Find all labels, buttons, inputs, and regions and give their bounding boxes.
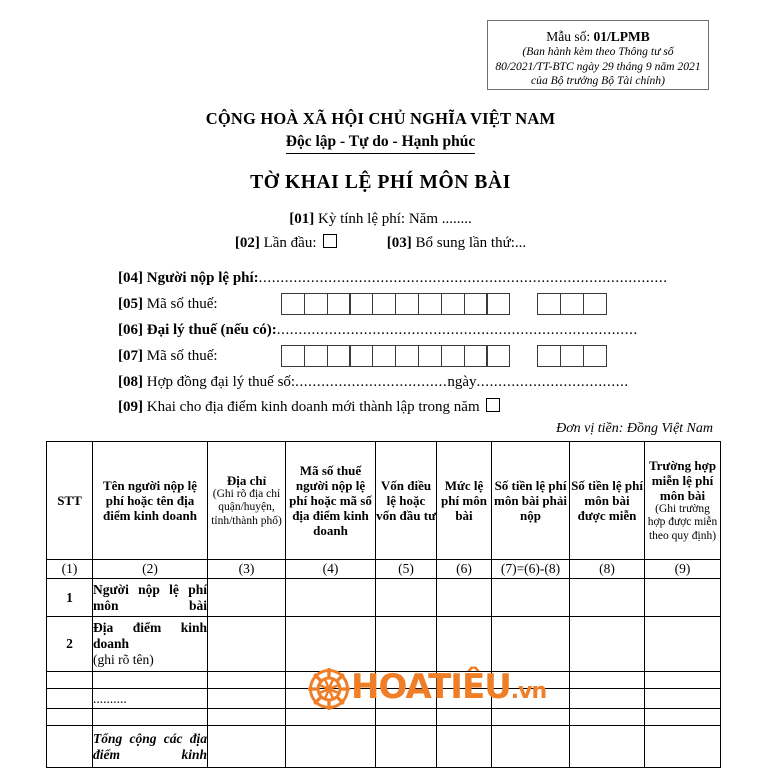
tax-code-cell[interactable]	[304, 345, 328, 367]
field-row-09	[118, 398, 500, 416]
tax-code-cell[interactable]	[486, 293, 510, 315]
field-tag-03: [03]	[386, 235, 412, 251]
cell-capital[interactable]	[376, 709, 437, 726]
field-tag-02: [02]	[234, 235, 260, 251]
field-label-07: Mã số thuế:	[146, 348, 218, 364]
tax-code-cell[interactable]	[583, 293, 607, 315]
tax-code-group-main[interactable]	[281, 345, 509, 367]
form-code-sub-line-3: của Bộ trưởng Bộ Tài chính)	[531, 74, 665, 87]
tax-code-group-main[interactable]	[281, 293, 509, 315]
cell-stt	[47, 689, 93, 709]
tax-code-cell[interactable]	[560, 293, 584, 315]
column-number: (9)	[645, 560, 721, 579]
cell-stt	[47, 709, 93, 726]
field-label-06: Đại lý thuế (nếu có):	[146, 322, 277, 338]
column-number: (6)	[437, 560, 492, 579]
cell-address[interactable]	[208, 689, 286, 709]
cell-amount-payable[interactable]	[492, 709, 570, 726]
cell-amount-payable[interactable]	[492, 689, 570, 709]
new-business-location-checkbox[interactable]	[486, 398, 500, 412]
currency-unit-note: Đơn vị tiền: Đồng Việt Nam	[556, 421, 713, 436]
tax-code-cell[interactable]	[349, 345, 373, 367]
cell-amount-payable[interactable]	[492, 726, 570, 768]
cell-capital[interactable]	[376, 617, 437, 672]
cell-text: Người nộp lệ phí môn bài	[93, 581, 207, 613]
cell-amount-exempt[interactable]	[570, 689, 645, 709]
field-value-08-number[interactable]: ...................................	[295, 374, 448, 390]
field-row-07	[118, 348, 218, 365]
tax-code-input-05[interactable]	[281, 293, 606, 315]
column-number: (4)	[286, 560, 376, 579]
declaration-type-line	[0, 234, 761, 252]
column-header-exemption-case	[645, 442, 721, 560]
tax-code-separator	[509, 345, 537, 367]
column-header-subtitle: (Ghi rõ địa chỉ quận/huyện, tỉnh/thành phố)	[211, 487, 282, 527]
cell-payer-name[interactable]	[93, 709, 208, 726]
field-row-08	[118, 374, 629, 391]
cell-amount-exempt[interactable]	[570, 726, 645, 768]
field-value-04[interactable]: ..............................................................................................	[258, 270, 668, 286]
page-title: TỜ KHAI LỆ PHÍ MÔN BÀI	[250, 172, 511, 193]
tax-code-cell[interactable]	[281, 293, 305, 315]
column-number: (3)	[208, 560, 286, 579]
cell-amount-exempt[interactable]	[570, 709, 645, 726]
cell-address[interactable]	[208, 709, 286, 726]
field-row-06	[118, 322, 638, 339]
cell-tax-code[interactable]	[286, 726, 376, 768]
cell-address[interactable]	[208, 579, 286, 617]
column-header-amount-exempt	[570, 442, 645, 560]
cell-fee-rate[interactable]	[437, 709, 492, 726]
cell-fee-rate[interactable]	[437, 689, 492, 709]
field-value-06[interactable]: ...................................................................................	[276, 322, 638, 338]
cell-exemption-case[interactable]	[645, 689, 721, 709]
tax-code-cell[interactable]	[327, 345, 351, 367]
cell-amount-exempt[interactable]	[570, 579, 645, 617]
cell-amount-payable[interactable]	[492, 579, 570, 617]
table-row[interactable]	[47, 579, 721, 617]
tax-code-cell[interactable]	[395, 293, 419, 315]
column-header-subtitle: (Ghi trường hợp được miễn theo quy định)	[647, 502, 718, 542]
field-label-08: Hợp đồng đại lý thuế số:	[146, 374, 296, 390]
table-row[interactable]	[47, 689, 721, 709]
table-row-total[interactable]	[47, 726, 721, 768]
cell-fee-rate[interactable]	[437, 672, 492, 689]
field-tag-04: [04]	[118, 270, 143, 286]
tax-code-cell[interactable]	[486, 345, 510, 367]
national-motto: Độc lập - Tự do - Hạnh phúc	[286, 131, 475, 154]
column-number: (2)	[93, 560, 208, 579]
column-header-title: Mức lệ phí môn bài	[441, 478, 487, 523]
first-time-checkbox[interactable]	[323, 234, 337, 248]
cell-amount-payable[interactable]	[492, 617, 570, 672]
cell-payer-name[interactable]	[93, 579, 208, 617]
column-header-amount-payable	[492, 442, 570, 560]
tax-code-cell[interactable]	[441, 293, 465, 315]
field-label-08-date: ngày	[447, 374, 477, 390]
form-code-sub-line-2: 80/2021/TT-BTC ngày 29 tháng 9 năm 2021	[495, 59, 701, 73]
tax-code-group-branch[interactable]	[537, 345, 605, 367]
cell-tax-code[interactable]	[286, 617, 376, 672]
country-name: CỘNG HOÀ XÃ HỘI CHỦ NGHĨA VIỆT NAM	[205, 109, 556, 128]
cell-capital[interactable]	[376, 672, 437, 689]
tax-period-line	[0, 211, 761, 228]
watermark-brand: HOATIÊU	[351, 666, 511, 707]
cell-address[interactable]	[208, 672, 286, 689]
cell-tax-code[interactable]	[286, 689, 376, 709]
tax-code-group-branch[interactable]	[537, 293, 605, 315]
field-row-05	[118, 296, 218, 313]
table-row[interactable]	[47, 709, 721, 726]
tax-code-cell[interactable]	[560, 345, 584, 367]
cell-tax-code[interactable]	[286, 579, 376, 617]
cell-stt	[47, 672, 93, 689]
column-header-title: Trường hợp miễn lệ phí môn bài	[648, 457, 717, 503]
field-tag-09: [09]	[118, 399, 143, 415]
field-label-01: Kỳ tính lệ phí: Năm ........	[318, 211, 472, 227]
national-heading	[0, 108, 761, 154]
form-code-box	[487, 20, 709, 90]
column-header-title: Địa chỉ	[226, 472, 267, 488]
cell-capital[interactable]	[376, 579, 437, 617]
cell-tax-code[interactable]	[286, 709, 376, 726]
column-header-title: Số tiền lệ phí môn bài được miễn	[571, 478, 643, 523]
field-tag-05: [05]	[118, 296, 143, 312]
column-header-stt	[47, 442, 93, 560]
tax-code-cell[interactable]	[537, 345, 561, 367]
cell-exemption-case[interactable]	[645, 709, 721, 726]
column-header-payer-name	[93, 442, 208, 560]
cell-payer-name[interactable]	[93, 672, 208, 689]
cell-address[interactable]	[208, 726, 286, 768]
cell-text: ..........	[93, 690, 127, 706]
field-tag-01: [01]	[289, 211, 315, 227]
cell-exemption-case[interactable]	[645, 617, 721, 672]
cell-payer-name[interactable]	[93, 689, 208, 709]
cell-note: (ghi rõ tên)	[93, 652, 154, 667]
tax-code-cell[interactable]	[327, 293, 351, 315]
tax-code-cell[interactable]	[464, 293, 488, 315]
cell-capital[interactable]	[376, 726, 437, 768]
tax-code-cell[interactable]	[418, 293, 442, 315]
column-header-capital	[376, 442, 437, 560]
cell-stt: 1	[47, 579, 93, 617]
column-header-title: STT	[57, 493, 82, 508]
cell-capital[interactable]	[376, 689, 437, 709]
tax-code-cell[interactable]	[372, 345, 396, 367]
column-number: (7)=(6)-(8)	[492, 560, 570, 579]
column-header-title: Mã số thuế người nộp lệ phí hoặc mã số địa điểm kinh doanh	[289, 463, 372, 538]
tax-code-cell[interactable]	[372, 293, 396, 315]
cell-amount-exempt[interactable]	[570, 672, 645, 689]
tax-code-cell[interactable]	[583, 345, 607, 367]
table-header-row	[47, 442, 721, 560]
field-label-02: Lần đầu:	[263, 235, 317, 251]
column-header-fee-rate	[437, 442, 492, 560]
cell-amount-payable[interactable]	[492, 672, 570, 689]
column-number: (1)	[47, 560, 93, 579]
table-row[interactable]	[47, 672, 721, 689]
cell-amount-exempt[interactable]	[570, 617, 645, 672]
field-tag-07: [07]	[118, 348, 143, 364]
table-row[interactable]	[47, 617, 721, 672]
tax-code-input-07[interactable]	[281, 345, 606, 367]
cell-payer-name[interactable]	[93, 617, 208, 672]
cell-fee-rate[interactable]	[437, 579, 492, 617]
table-column-number-row	[47, 560, 721, 579]
column-header-address	[208, 442, 286, 560]
form-code-sub-line-1: (Ban hành kèm theo Thông tư số	[522, 45, 674, 58]
column-number: (8)	[570, 560, 645, 579]
field-label-05: Mã số thuế:	[146, 296, 218, 312]
cell-fee-rate[interactable]	[437, 726, 492, 768]
cell-text: Địa điểm kinh doanh	[93, 620, 207, 651]
cell-exemption-case[interactable]	[645, 672, 721, 689]
cell-text: Tổng cộng các địa điểm kinh	[93, 730, 207, 762]
column-header-title: Vốn điều lệ hoặc vốn đầu tư	[376, 478, 436, 523]
field-label-04: Người nộp lệ phí:	[146, 270, 259, 286]
tax-code-cell[interactable]	[304, 293, 328, 315]
tax-code-cell[interactable]	[281, 345, 305, 367]
column-header-tax-code	[286, 442, 376, 560]
column-header-title: Số tiền lệ phí môn bài phải nộp	[494, 478, 567, 523]
field-value-08-date[interactable]: ...................................	[476, 374, 629, 390]
column-header-title: Tên người nộp lệ phí hoặc tên địa điểm kinh doanh	[102, 478, 198, 523]
field-tag-06: [06]	[118, 322, 143, 338]
field-label-03: Bổ sung lần thứ:...	[415, 235, 527, 251]
form-code-title	[488, 28, 708, 45]
tax-code-cell[interactable]	[537, 293, 561, 315]
cell-address[interactable]	[208, 617, 286, 672]
tax-code-cell[interactable]	[349, 293, 373, 315]
form-code-value: 01/LPMB	[593, 29, 650, 44]
tax-code-cell[interactable]	[395, 345, 419, 367]
cell-stt: 2	[47, 617, 93, 672]
cell-exemption-case[interactable]	[645, 579, 721, 617]
watermark-tld: .vn	[510, 678, 547, 704]
field-tag-08: [08]	[118, 374, 143, 390]
tax-code-cell[interactable]	[418, 345, 442, 367]
form-code-label: Mẫu số:	[546, 29, 591, 44]
cell-fee-rate[interactable]	[437, 617, 492, 672]
tax-code-cell[interactable]	[441, 345, 465, 367]
cell-stt	[47, 726, 93, 768]
tax-code-separator	[509, 293, 537, 315]
cell-total-label	[93, 726, 208, 768]
cell-tax-code[interactable]	[286, 672, 376, 689]
tax-code-cell[interactable]	[464, 345, 488, 367]
column-number: (5)	[376, 560, 437, 579]
cell-exemption-case[interactable]	[645, 726, 721, 768]
field-label-09: Khai cho địa điểm kinh doanh mới thành lập trong năm	[146, 399, 480, 415]
fee-declaration-table	[46, 441, 721, 768]
field-row-04	[118, 270, 668, 287]
